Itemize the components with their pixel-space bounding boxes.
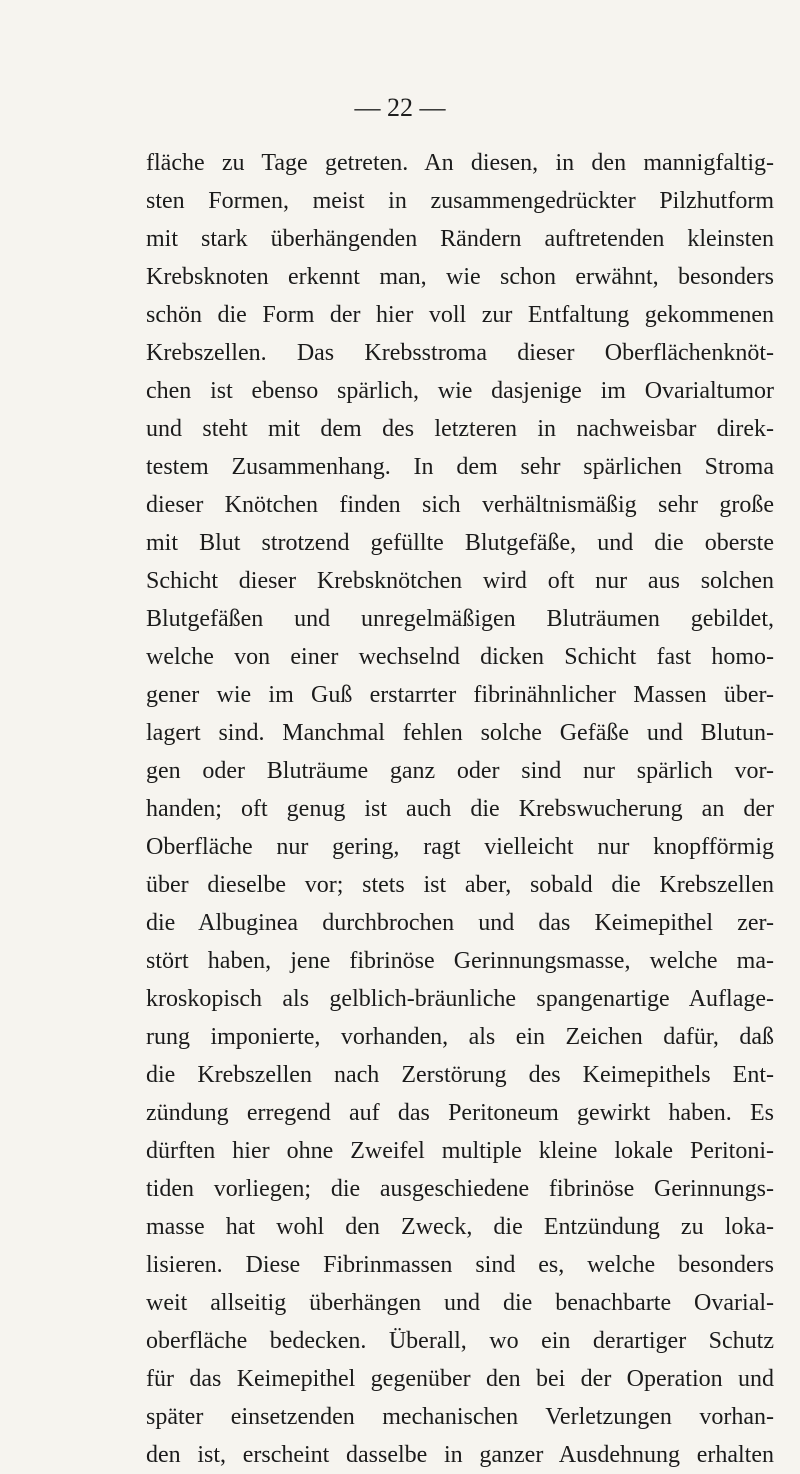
text-line: die Krebszellen nach Zerstörung des Keimepithels Ent- xyxy=(146,1062,774,1088)
text-line: lagert sind. Manchmal fehlen solche Gefäße und Blutun- xyxy=(146,720,774,746)
text-line: stört haben, jene fibrinöse Gerinnungsmasse, welche ma- xyxy=(146,948,774,974)
text-line: weit allseitig überhängen und die benachbarte Ovarial- xyxy=(146,1290,774,1316)
text-line: zündung erregend auf das Peritoneum gewirkt haben. Es xyxy=(146,1100,774,1126)
text-line: Krebszellen. Das Krebsstroma dieser Oberflächenknöt- xyxy=(146,340,774,366)
text-line: masse hat wohl den Zweck, die Entzündung zu loka- xyxy=(146,1214,774,1240)
text-line: und steht mit dem des letzteren in nachweisbar direk- xyxy=(146,416,774,442)
text-line: dürften hier ohne Zweifel multiple kleine lokale Peritoni- xyxy=(146,1138,774,1164)
text-line: mit stark überhängenden Rändern auftretenden kleinsten xyxy=(146,226,774,252)
text-line: die Albuginea durchbrochen und das Keimepithel zer- xyxy=(146,910,774,936)
text-line: oberfläche bedecken. Überall, wo ein derartiger Schutz xyxy=(146,1328,774,1354)
text-line: schön die Form der hier voll zur Entfaltung gekommenen xyxy=(146,302,774,328)
text-line: tiden vorliegen; die ausgeschiedene fibrinöse Gerinnungs- xyxy=(146,1176,774,1202)
text-line: später einsetzenden mechanischen Verletzungen vorhan- xyxy=(146,1404,774,1430)
text-line: welche von einer wechselnd dicken Schicht fast homo- xyxy=(146,644,774,670)
text-line: Blutgefäßen und unregelmäßigen Bluträumen gebildet, xyxy=(146,606,774,632)
text-line: kroskopisch als gelblich-bräunliche spangenartige Auflage- xyxy=(146,986,774,1012)
body-text xyxy=(146,144,774,1474)
text-line: testem Zusammenhang. In dem sehr spärlichen Stroma xyxy=(146,454,774,480)
text-line: gener wie im Guß erstarrter fibrinähnlicher Massen über- xyxy=(146,682,774,708)
text-line: fläche zu Tage getreten. An diesen, in den mannigfaltig- xyxy=(146,150,774,176)
text-line: lisieren. Diese Fibrinmassen sind es, welche besonders xyxy=(146,1252,774,1278)
text-line: Oberfläche nur gering, ragt vielleicht nur knopfförmig xyxy=(146,834,774,860)
text-line: den ist, erscheint dasselbe in ganzer Ausdehnung erhalten xyxy=(146,1442,774,1468)
text-line: dieser Knötchen finden sich verhältnismäßig sehr große xyxy=(146,492,774,518)
text-line: für das Keimepithel gegenüber den bei der Operation und xyxy=(146,1366,774,1392)
text-line: Schicht dieser Krebsknötchen wird oft nur aus solchen xyxy=(146,568,774,594)
text-line: rung imponierte, vorhanden, als ein Zeichen dafür, daß xyxy=(146,1024,774,1050)
text-line: über dieselbe vor; stets ist aber, sobald die Krebszellen xyxy=(146,872,774,898)
text-line: gen oder Bluträume ganz oder sind nur spärlich vor- xyxy=(146,758,774,784)
text-line: mit Blut strotzend gefüllte Blutgefäße, und die oberste xyxy=(146,530,774,556)
text-line: handen; oft genug ist auch die Krebswucherung an der xyxy=(146,796,774,822)
text-line: sten Formen, meist in zusammengedrückter Pilzhutform xyxy=(146,188,774,214)
text-line: Krebsknoten erkennt man, wie schon erwähnt, besonders xyxy=(146,264,774,290)
text-line: chen ist ebenso spärlich, wie dasjenige im Ovarialtumor xyxy=(146,378,774,404)
page-number: — 22 — xyxy=(354,93,446,122)
